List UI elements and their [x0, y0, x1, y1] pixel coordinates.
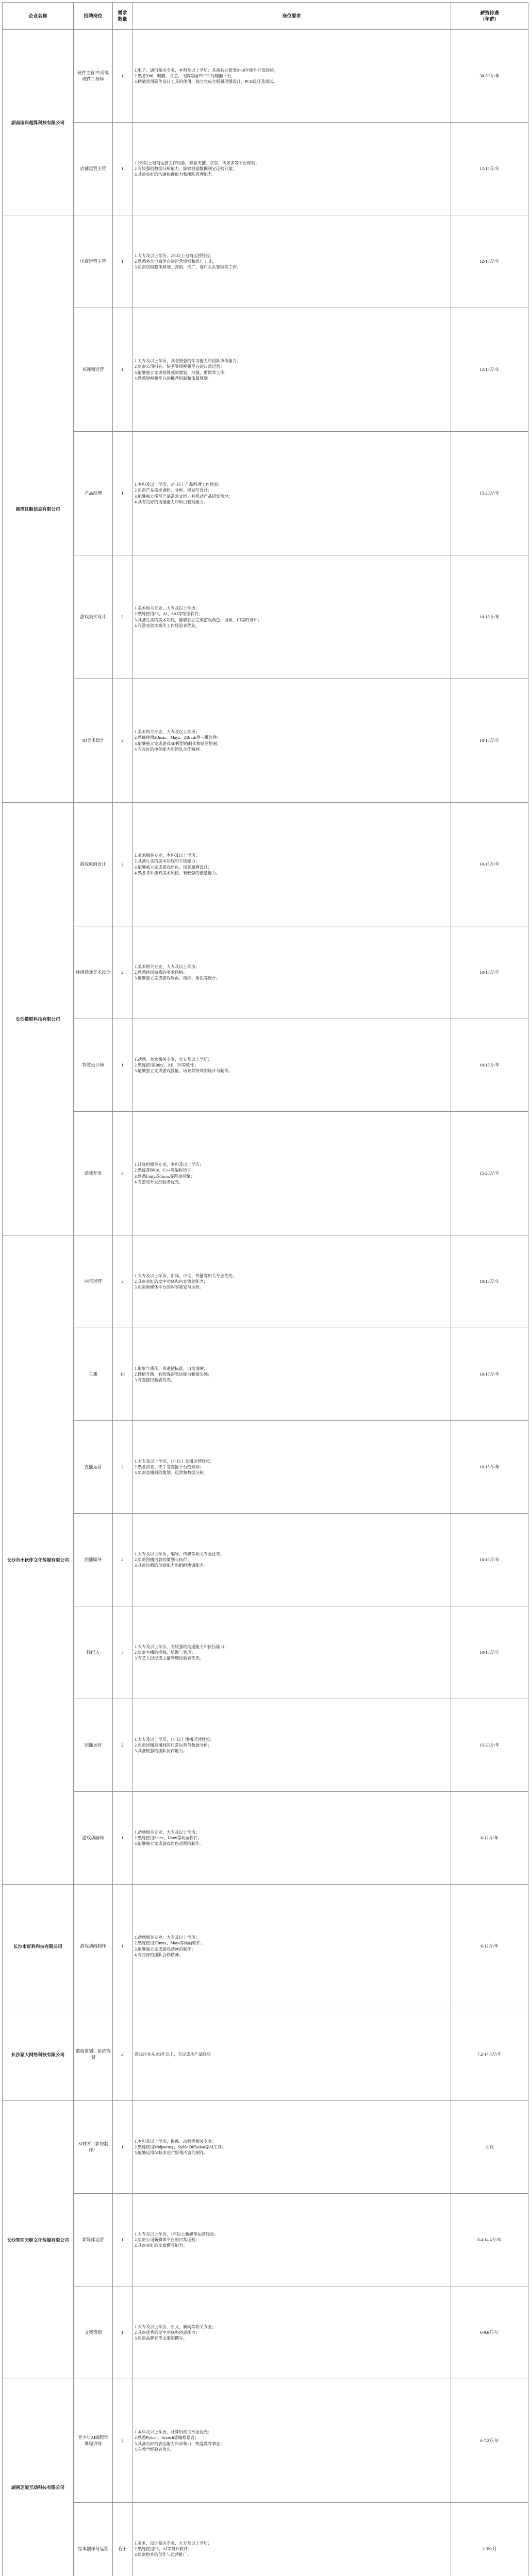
- headcount: 10: [113, 1328, 132, 1421]
- salary-range: 30-50万/年: [451, 30, 528, 123]
- headcount: 1: [113, 432, 132, 555]
- job-requirements: 1.本科及以上学历，影视、动画等相关专业； 2.熟练使用Midjourney、Stable Diffusion等AI工具； 3.能够运用AI技术进行影视内容的制作。: [132, 2101, 451, 2194]
- job-requirements: 1.大专及以上学历，新闻、中文、传播等相关专业优先； 2.具备良好的文字功底和内容策划能力； 3.负责新媒体平台的内容策划与运营。: [132, 1235, 451, 1328]
- job-requirements: 1.动画相关专业，大专及以上学历； 2.熟练使用3Dmax、Maya等动画软件； 3.能够独立完成游戏动画的制作； 4.有良好的团队合作精神。: [132, 1885, 451, 2008]
- table-row: [3, 2503, 528, 2576]
- table-row: [3, 432, 528, 555]
- position-title: 店铺运营主管: [74, 123, 113, 215]
- headcount: 5: [113, 1606, 132, 1699]
- table-row: [3, 679, 528, 803]
- table-row: [3, 215, 528, 308]
- salary-range: 15-20万/年: [451, 1699, 528, 1792]
- table-row: [3, 1885, 528, 2008]
- headcount: 2: [113, 555, 132, 679]
- salary-range: 15-20万/年: [451, 1112, 528, 1235]
- position-title: 游戏动画制作: [74, 1885, 113, 2008]
- salary-range: 10-15万/年: [451, 803, 528, 926]
- table-row: [3, 2379, 528, 2503]
- salary-range: 12-15万/年: [451, 123, 528, 215]
- header-row: [3, 3, 528, 30]
- job-requirements: 1.计算机相关专业，本科及以上学历； 2.熟练掌握C#、C++等编程语言； 3.熟悉Unity或Cocos等游戏引擎； 4.有游戏开发经验者优先。: [132, 1112, 451, 1235]
- headcount: 1: [113, 1885, 132, 2008]
- header-salary: 薪资待遇 （年薪）: [451, 3, 528, 30]
- table-row: [3, 2286, 528, 2379]
- company-name: 长沙笨闻天职文化传媒有限公司: [3, 2101, 74, 2379]
- job-requirements: 1.2年以上电商运营工作经验，熟悉天猫、京东、拼多多等平台规则； 2.有较强的数据分析能力，能够根据数据制定运营方案； 3.具备良好的沟通协调能力和团队管理能力。: [132, 123, 451, 215]
- header-count: 需求 数量: [113, 3, 132, 30]
- job-requirements: 1.美术相关专业，本科及以上学历； 2.具备扎实的美术功底和手绘能力； 3.能够独立完成游戏角色、场景原画设计； 4.熟悉各种游戏美术风格，有较强的创意能力。: [132, 803, 451, 926]
- salary-range: 10-15万/年: [451, 555, 528, 679]
- table-row: [3, 926, 528, 1019]
- position-title: 休闲游戏美术设计: [74, 926, 113, 1019]
- table-row: [3, 1235, 528, 1328]
- salary-range: 7.2-14.4万/年: [451, 2008, 528, 2101]
- position-title: 游戏原画设计: [74, 803, 113, 926]
- job-requirements: 1.美术、设计相关专业，大专及以上学历； 2.熟练使用PS、AI等设计软件； 3.负责绘本的创作与运营推广。: [132, 2503, 451, 2576]
- job-requirements: 游戏行业从业3年以上，有过成功产品经验: [132, 2008, 451, 2101]
- salary-range: 8.4-14.4万/年: [451, 2194, 528, 2286]
- position-title: 主播: [74, 1328, 113, 1421]
- job-requirements: 1.大专及以上学历，有较强的沟通能力和抗压能力； 2.负责主播的招募、培训与管理； 3.有艺人经纪或主播管理经验者优先。: [132, 1606, 451, 1699]
- job-requirements: 1.动画相关专业，大专及以上学历； 2.熟练使用Spine、Unity等动画软件； 3.能够独立完成游戏角色动画的制作。: [132, 1792, 451, 1885]
- salary-range: 10-15万/年: [451, 679, 528, 803]
- position-title: 经纪人: [74, 1606, 113, 1699]
- salary-range: 6-12万/年: [451, 1792, 528, 1885]
- salary-range: 面议: [451, 2101, 528, 2194]
- company-name: 湖南芝能互动科技有限公司: [3, 2379, 74, 2576]
- position-title: 电商运营主管: [74, 215, 113, 308]
- salary-range: 12-15万/年: [451, 215, 528, 308]
- job-requirements: 1.大专及以上学历，1年以上新媒体运营经验； 2.负责公司新媒体平台的日常运营； 3.具备良好的文案撰写能力。: [132, 2194, 451, 2286]
- job-requirements: 1.大专及以上学历，1年以上团播运营经验； 2.负责团播直播间的日常运营与数据分析； 3.具备较强的团队协作能力。: [132, 1699, 451, 1792]
- job-requirements: 1.美术相关专业，大专及以上学历； 2.熟悉休闲游戏的美术风格； 3.能够独立完成游戏界面、图标、角色等设计。: [132, 926, 451, 1019]
- position-title: 团播编导: [74, 1514, 113, 1606]
- jobs-body: [3, 30, 528, 2576]
- table-row: [3, 1792, 528, 1885]
- jobs-table: [2, 2, 528, 2576]
- table-row: [3, 2008, 528, 2101]
- company-name: 长沙蒙大网络科技有限公司: [3, 2008, 74, 2101]
- job-requirements: 1.美术相关专业，大专及以上学历； 2.熟练使用PS、AI、SAI等绘图软件； 3.具备扎实的美术功底，能够独立完成游戏角色、场景、UI等的设计； 4.有游戏美术相关工作经验者优先。: [132, 555, 451, 679]
- salary-range: 2-3K/月: [451, 2503, 528, 2576]
- headcount: 1: [113, 215, 132, 308]
- header-requirements: 岗位要求: [132, 3, 451, 30]
- position-title: 数值策划、系统策划: [74, 2008, 113, 2101]
- headcount: 1: [113, 123, 132, 215]
- job-requirements: 1.美术相关专业，大专及以上学历； 2.熟练使用3Dmax、Maya、ZBrush等三维软件； 3.能够独立完成游戏3D模型的制作和贴图绘制； 4.有良好的审美能力和团队合作精神。: [132, 679, 451, 803]
- job-requirements: 1.大专及以上学历，编导、传媒等相关专业优先； 2.负责团播内容的策划与执行； 3.具备较强的创意能力和组织协调能力。: [132, 1514, 451, 1606]
- salary-range: 6-7.2万/年: [451, 2379, 528, 2503]
- position-title: 内容运营: [74, 1235, 113, 1328]
- table-row: [3, 1112, 528, 1235]
- job-requirements: 1.大专及以上学历，中文、新闻等相关专业； 2.具备优秀的文字功底和创意能力； 3.负责品牌宣传文案的撰写。: [132, 2286, 451, 2379]
- position-title: 游戏动画师: [74, 1792, 113, 1885]
- salary-range: 10-15万/年: [451, 1328, 528, 1421]
- table-row: [3, 2101, 528, 2194]
- table-row: [3, 1328, 528, 1421]
- position-title: 绘本创作与运营: [74, 2503, 113, 2576]
- position-title: 文案策划: [74, 2286, 113, 2379]
- position-title: 游戏美术设计: [74, 555, 113, 679]
- company-name: 湖南国科超算科技有限公司: [3, 30, 74, 215]
- position-title: AI技术（影视制作）: [74, 2101, 113, 2194]
- company-name: 长沙市小伙伴文化传媒有限公司: [3, 1235, 74, 1885]
- job-requirements: 1.大专及以上学历，2年以上电商运营经验； 2.熟悉各大电商平台的运营规则和推广工具； 3.负责店铺整体规划、营销、推广、客户关系管理等工作。: [132, 215, 451, 308]
- headcount: 2: [113, 2379, 132, 2503]
- headcount: 1: [113, 1792, 132, 1885]
- salary-range: 10-15万/年: [451, 926, 528, 1019]
- job-requirements: 1.形象气质佳，普通话标准，口齿清晰； 2.性格开朗，有较强的表达能力和镜头感； 3.有直播经验者优先。: [132, 1328, 451, 1421]
- salary-range: 6-12万/年: [451, 1885, 528, 2008]
- job-requirements: 1.本科及以上学历，3年以上产品经理工作经验； 2.负责产品需求调研、分析、规划与设计； 3.能够独立撰写产品需求文档，并推动产品研发落地； 4.具有良好的沟通能力和项目管理能力。: [132, 432, 451, 555]
- position-title: 直播运营: [74, 1421, 113, 1514]
- salary-range: 10-15万/年: [451, 1019, 528, 1112]
- headcount: 若干: [113, 2503, 132, 2576]
- table-row: [3, 1606, 528, 1699]
- salary-range: 10-15万/年: [451, 1514, 528, 1606]
- job-requirements: 1.大专及以上学历，具有较强的学习能力和团队协作能力； 2.负责公司抖音、快手等短视频平台的日常运营； 3.能够独立完成短视频的策划、拍摄、剪辑等工作； 4.熟悉短视频平台的推荐机制和流量规则。: [132, 308, 451, 432]
- headcount: 2: [113, 1235, 132, 1328]
- header-position: 招聘岗位: [74, 3, 113, 30]
- position-title: 3D美术设计: [74, 679, 113, 803]
- table-row: [3, 1421, 528, 1514]
- headcount: 1: [113, 2286, 132, 2379]
- headcount: 2: [113, 1699, 132, 1792]
- position-title: 硬件主管/中高级硬件工程师: [74, 30, 113, 123]
- headcount: 1: [113, 2101, 132, 2194]
- headcount: 2: [113, 803, 132, 926]
- position-title: 团播运营: [74, 1699, 113, 1792]
- table-row: [3, 1514, 528, 1606]
- salary-range: 6-9.6万/年: [451, 2286, 528, 2379]
- headcount: 2: [113, 679, 132, 803]
- salary-range: 15-20万/年: [451, 432, 528, 555]
- salary-range: 12-15万/年: [451, 308, 528, 432]
- table-row: [3, 2194, 528, 2286]
- headcount: 2: [113, 1421, 132, 1514]
- salary-range: 10-15万/年: [451, 1606, 528, 1699]
- job-requirements: 1.电子、通信相关专业，本科及以上学历；具备独立研发8~10年硬件开发经验； 2.熟悉X86、鲲鹏、龙芯、飞腾等国产CPU处理器平台， 3.精通常用硬件设计工具的使用，独立完成主板原理图设计、PCB设计及调试。: [132, 30, 451, 123]
- company-name: 长沙市好料科技有限公司: [3, 1885, 74, 2008]
- position-title: 产品经理: [74, 432, 113, 555]
- position-title: 新媒体运营: [74, 2194, 113, 2286]
- salary-range: 10-15万/年: [451, 1235, 528, 1328]
- job-requirements: 1.本科及以上学历，计算机相关专业优先； 2.熟悉Python、Scratch等编程语言； 3.具备良好的表达能力和亲和力，热爱教育事业； 4.有教学经验者优先。: [132, 2379, 451, 2503]
- headcount: 1: [113, 30, 132, 123]
- table-row: [3, 123, 528, 215]
- job-requirements: 1.动画、美术相关专业，大专及以上学历； 2.熟练使用Unity、AE、PS等软件； 3.能够独立完成游戏技能、场景等特效的设计与制作。: [132, 1019, 451, 1112]
- table-row: [3, 1019, 528, 1112]
- position-title: 游戏开发: [74, 1112, 113, 1235]
- company-name: 长沙数联科技有限公司: [3, 803, 74, 1235]
- headcount: 2: [113, 1514, 132, 1606]
- position-title: 特效设计师: [74, 1019, 113, 1112]
- salary-range: 10-15万/年: [451, 1421, 528, 1514]
- headcount: 3: [113, 1112, 132, 1235]
- position-title: 青少年AI编程学课程讲师: [74, 2379, 113, 2503]
- table-row: [3, 803, 528, 926]
- headcount: 2: [113, 926, 132, 1019]
- company-name: 湘潭红船信息有限公司: [3, 215, 74, 803]
- table-row: [3, 1699, 528, 1792]
- table-row: [3, 30, 528, 123]
- headcount: 1: [113, 308, 132, 432]
- job-requirements: 1.大专及以上学历，1年以上直播运营经验； 2.熟悉抖音、快手等直播平台的规则； 3.负责直播间的策划、运营和数据分析。: [132, 1421, 451, 1514]
- headcount: 2: [113, 2008, 132, 2101]
- headcount: 1: [113, 2194, 132, 2286]
- headcount: 1: [113, 1019, 132, 1112]
- position-title: 短视频运营: [74, 308, 113, 432]
- table-row: [3, 555, 528, 679]
- table-row: [3, 308, 528, 432]
- header-company: 企业名称: [3, 3, 74, 30]
